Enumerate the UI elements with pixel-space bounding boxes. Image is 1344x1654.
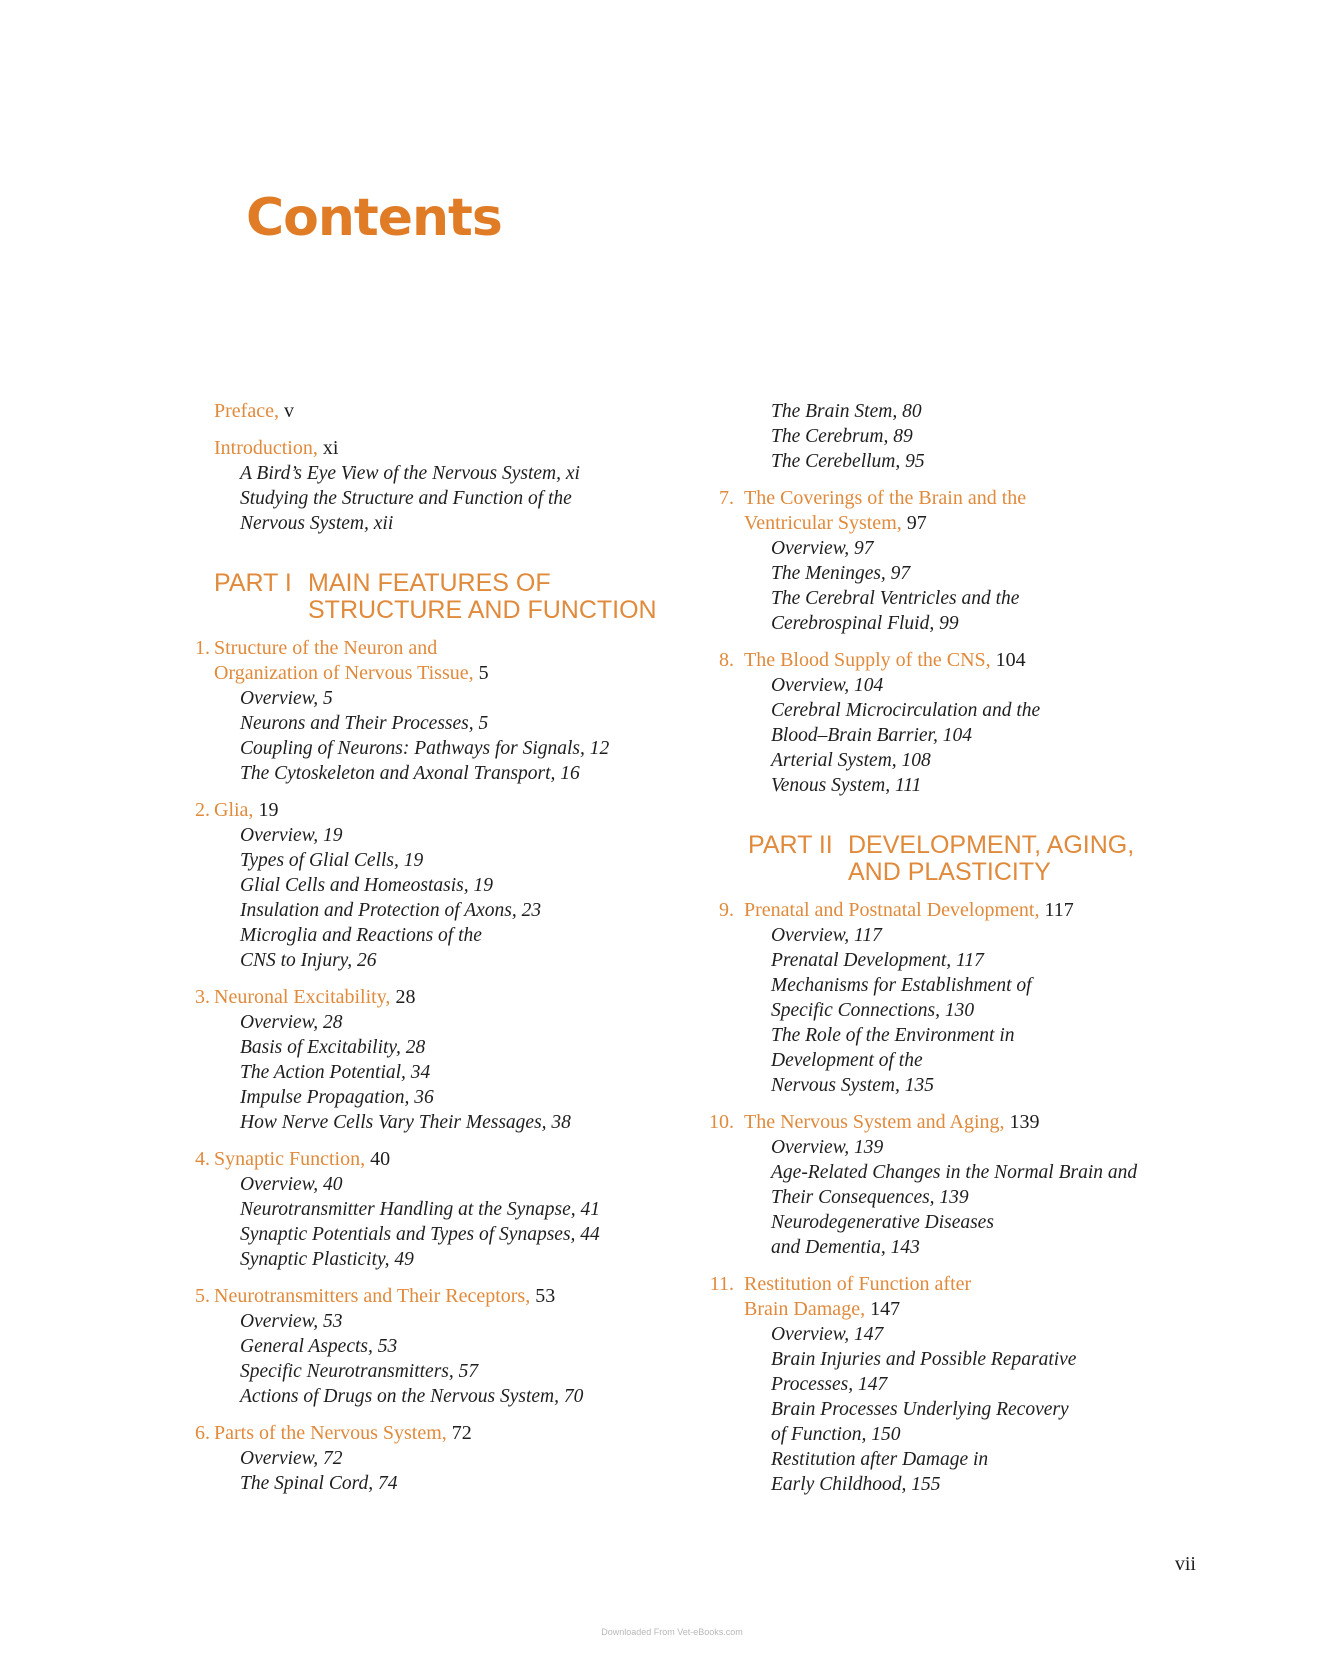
toc-introduction[interactable] xyxy=(180,436,700,461)
toc-section[interactable]: Insulation and Protection of Axons, 23 xyxy=(240,900,542,921)
chapter-page: 5 xyxy=(478,662,489,684)
toc-section[interactable]: Neurons and Their Processes, 5 xyxy=(240,713,489,734)
toc-chapter xyxy=(180,1147,700,1272)
chapter-title-text: Structure of the Neuron and xyxy=(214,637,438,659)
chapter-page: 40 xyxy=(370,1148,391,1170)
chapter-title-text: Brain Damage, xyxy=(744,1298,866,1320)
toc-section[interactable]: Early Childhood, 155 xyxy=(771,1474,941,1495)
toc-section[interactable]: Overview, 28 xyxy=(240,1012,343,1033)
toc-chapter xyxy=(700,1272,1220,1497)
toc-section[interactable]: Overview, 139 xyxy=(771,1137,884,1158)
chapter-title-text: Glia, xyxy=(214,799,254,821)
toc-preface[interactable] xyxy=(180,399,700,424)
toc-section[interactable]: The Action Potential, 34 xyxy=(240,1062,431,1083)
chapter-page: 117 xyxy=(1044,899,1074,921)
toc-section[interactable]: Overview, 72 xyxy=(240,1448,343,1469)
toc-section[interactable]: Nervous System, xii xyxy=(240,513,394,534)
chapter-page: 147 xyxy=(870,1298,901,1320)
toc-section[interactable]: Synaptic Plasticity, 49 xyxy=(240,1249,414,1270)
toc-section[interactable]: Restitution after Damage in xyxy=(771,1449,989,1470)
chapter-number: 4. xyxy=(195,1148,210,1170)
toc-section[interactable]: Age-Related Changes in the Normal Brain and xyxy=(771,1162,1138,1183)
chapter-number: 8. xyxy=(719,649,734,671)
chapter-page: 19 xyxy=(258,799,279,821)
chapter-page: 28 xyxy=(395,986,416,1008)
toc-section[interactable]: Overview, 5 xyxy=(240,688,333,709)
page-title: Contents xyxy=(246,188,502,248)
chapter-title-text: Prenatal and Postnatal Development, xyxy=(744,899,1040,921)
toc-chapter xyxy=(700,1110,1220,1260)
part-title-line: MAIN FEATURES OF xyxy=(308,569,551,597)
footer-watermark: Downloaded From Vet-eBooks.com xyxy=(601,1627,743,1637)
chapter-title-text: Ventricular System, xyxy=(744,512,902,534)
toc-section[interactable]: Specific Neurotransmitters, 57 xyxy=(240,1361,479,1382)
chapter-number: 1. xyxy=(195,637,210,659)
toc-section[interactable]: Arterial System, 108 xyxy=(771,750,931,771)
part-title-line: STRUCTURE AND FUNCTION xyxy=(308,596,657,624)
chapter-number: 9. xyxy=(719,899,734,921)
toc-section[interactable]: General Aspects, 53 xyxy=(240,1336,398,1357)
chapter-title[interactable] xyxy=(700,1297,1220,1322)
toc-section[interactable]: of Function, 150 xyxy=(771,1424,901,1445)
toc-section[interactable]: Microglia and Reactions of the xyxy=(240,925,482,946)
chapter-title-text: The Coverings of the Brain and the xyxy=(744,487,1027,509)
toc-section[interactable]: Venous System, 111 xyxy=(771,775,922,796)
chapter-title-text: The Nervous System and Aging, xyxy=(744,1111,1005,1133)
toc-section[interactable]: Overview, 40 xyxy=(240,1174,343,1195)
toc-section[interactable]: Overview, 97 xyxy=(771,538,874,559)
chapter-number: 11. xyxy=(709,1273,734,1295)
toc-chapter xyxy=(700,486,1220,636)
chapter-page: 72 xyxy=(451,1422,472,1444)
toc-section[interactable]: Their Consequences, 139 xyxy=(771,1187,969,1208)
toc-section[interactable]: Nervous System, 135 xyxy=(771,1075,935,1096)
toc-section[interactable]: and Dementia, 143 xyxy=(771,1237,920,1258)
toc-section[interactable]: Overview, 117 xyxy=(771,925,882,946)
chapter-title-text: Organization of Nervous Tissue, xyxy=(214,662,474,684)
toc-section[interactable]: The Cerebrum, 89 xyxy=(771,426,913,447)
toc-section[interactable]: The Cerebral Ventricles and the xyxy=(771,588,1020,609)
part-label: PART II xyxy=(748,831,833,859)
preface-label: Preface, xyxy=(214,400,279,422)
part-label: PART I xyxy=(214,569,292,597)
toc-section[interactable]: Synaptic Potentials and Types of Synapses, 44 xyxy=(240,1224,600,1245)
chapter-title[interactable] xyxy=(700,1272,1220,1297)
chapter-number: 5. xyxy=(195,1285,210,1307)
toc-section[interactable]: Overview, 147 xyxy=(771,1324,884,1345)
chapter-title-text: Neuronal Excitability, xyxy=(214,986,391,1008)
chapter-title-text: Parts of the Nervous System, xyxy=(214,1422,447,1444)
toc-section[interactable]: The Meninges, 97 xyxy=(771,563,911,584)
chapter-title[interactable] xyxy=(180,661,700,686)
toc-chapter xyxy=(180,985,700,1135)
chapter-title[interactable] xyxy=(700,486,1220,511)
chapter-number: 6. xyxy=(195,1422,210,1444)
toc-chapter xyxy=(700,898,1220,1098)
chapter-number: 10. xyxy=(709,1111,734,1133)
toc-right-column xyxy=(700,399,1220,1497)
toc-section[interactable]: Studying the Structure and Function of the xyxy=(240,488,572,509)
toc-section[interactable]: Cerebrospinal Fluid, 99 xyxy=(771,613,959,634)
toc-section[interactable]: Glial Cells and Homeostasis, 19 xyxy=(240,875,493,896)
toc-section[interactable]: Overview, 104 xyxy=(771,675,884,696)
chapter-title[interactable] xyxy=(700,648,1220,673)
toc-left-column xyxy=(180,399,700,1496)
toc-section[interactable]: Processes, 147 xyxy=(771,1374,888,1395)
chapter-page: 104 xyxy=(995,649,1026,671)
chapter-title[interactable] xyxy=(180,1147,700,1172)
introduction-page: xi xyxy=(322,437,339,459)
toc-section[interactable]: The Spinal Cord, 74 xyxy=(240,1473,398,1494)
toc-chapter xyxy=(700,399,1220,474)
chapter-title[interactable] xyxy=(180,636,700,661)
chapter-title[interactable] xyxy=(700,898,1220,923)
toc-chapter xyxy=(180,636,700,786)
toc-section[interactable]: The Role of the Environment in xyxy=(771,1025,1015,1046)
toc-section[interactable]: Overview, 53 xyxy=(240,1311,343,1332)
toc-section[interactable]: Impulse Propagation, 36 xyxy=(240,1087,434,1108)
chapter-number: 3. xyxy=(195,986,210,1008)
part-heading xyxy=(180,570,700,624)
chapter-title[interactable] xyxy=(180,1421,700,1446)
toc-section[interactable]: Neurodegenerative Diseases xyxy=(771,1212,994,1233)
part-title-line: DEVELOPMENT, AGING, xyxy=(848,831,1135,859)
toc-section[interactable]: Types of Glial Cells, 19 xyxy=(240,850,424,871)
toc-section[interactable]: Cerebral Microcirculation and the xyxy=(771,700,1041,721)
part-heading xyxy=(700,832,1220,886)
introduction-label: Introduction, xyxy=(214,437,318,459)
chapter-page: 139 xyxy=(1009,1111,1040,1133)
preface-page: v xyxy=(283,400,294,422)
part-title-line: AND PLASTICITY xyxy=(848,858,1051,886)
chapter-title[interactable] xyxy=(180,798,700,823)
toc-section[interactable]: Basis of Excitability, 28 xyxy=(240,1037,426,1058)
toc-section[interactable]: Development of the xyxy=(771,1050,923,1071)
toc-section[interactable]: Blood–Brain Barrier, 104 xyxy=(771,725,972,746)
toc-section[interactable]: Specific Connections, 130 xyxy=(771,1000,975,1021)
toc-section[interactable]: Overview, 19 xyxy=(240,825,343,846)
chapter-title[interactable] xyxy=(180,985,700,1010)
chapter-title-text: Neurotransmitters and Their Receptors, xyxy=(214,1285,531,1307)
toc-section[interactable]: The Brain Stem, 80 xyxy=(771,401,922,422)
toc-section[interactable]: The Cytoskeleton and Axonal Transport, 16 xyxy=(240,763,580,784)
chapter-title-text: Restitution of Function after xyxy=(744,1273,972,1295)
toc-section[interactable]: The Cerebellum, 95 xyxy=(771,451,925,472)
chapter-title-text: The Blood Supply of the CNS, xyxy=(744,649,991,671)
toc-section[interactable]: A Bird’s Eye View of the Nervous System, xi xyxy=(240,463,580,484)
toc-chapter xyxy=(180,798,700,973)
toc-section[interactable]: Neurotransmitter Handling at the Synapse, 41 xyxy=(240,1199,601,1220)
chapter-title[interactable] xyxy=(700,511,1220,536)
chapter-number: 2. xyxy=(195,799,210,821)
toc-section[interactable]: Actions of Drugs on the Nervous System, 70 xyxy=(240,1386,584,1407)
chapter-title[interactable] xyxy=(700,1110,1220,1135)
chapter-page: 97 xyxy=(906,512,927,534)
toc-section[interactable]: CNS to Injury, 26 xyxy=(240,950,377,971)
toc-section[interactable]: Brain Injuries and Possible Reparative xyxy=(771,1349,1077,1370)
toc-section[interactable]: How Nerve Cells Vary Their Messages, 38 xyxy=(240,1112,571,1133)
toc-chapter xyxy=(180,1421,700,1496)
toc-section[interactable]: Brain Processes Underlying Recovery xyxy=(771,1399,1069,1420)
toc-chapter xyxy=(180,1284,700,1409)
chapter-number: 7. xyxy=(719,487,734,509)
page-number: vii xyxy=(1174,1553,1196,1575)
toc-section[interactable]: Prenatal Development, 117 xyxy=(771,950,984,971)
toc-section[interactable]: Coupling of Neurons: Pathways for Signals, 12 xyxy=(240,738,610,759)
toc-section[interactable]: Mechanisms for Establishment of xyxy=(771,975,1032,996)
chapter-page: 53 xyxy=(535,1285,556,1307)
chapter-title-text: Synaptic Function, xyxy=(214,1148,366,1170)
toc-chapter xyxy=(700,648,1220,798)
chapter-title[interactable] xyxy=(180,1284,700,1309)
